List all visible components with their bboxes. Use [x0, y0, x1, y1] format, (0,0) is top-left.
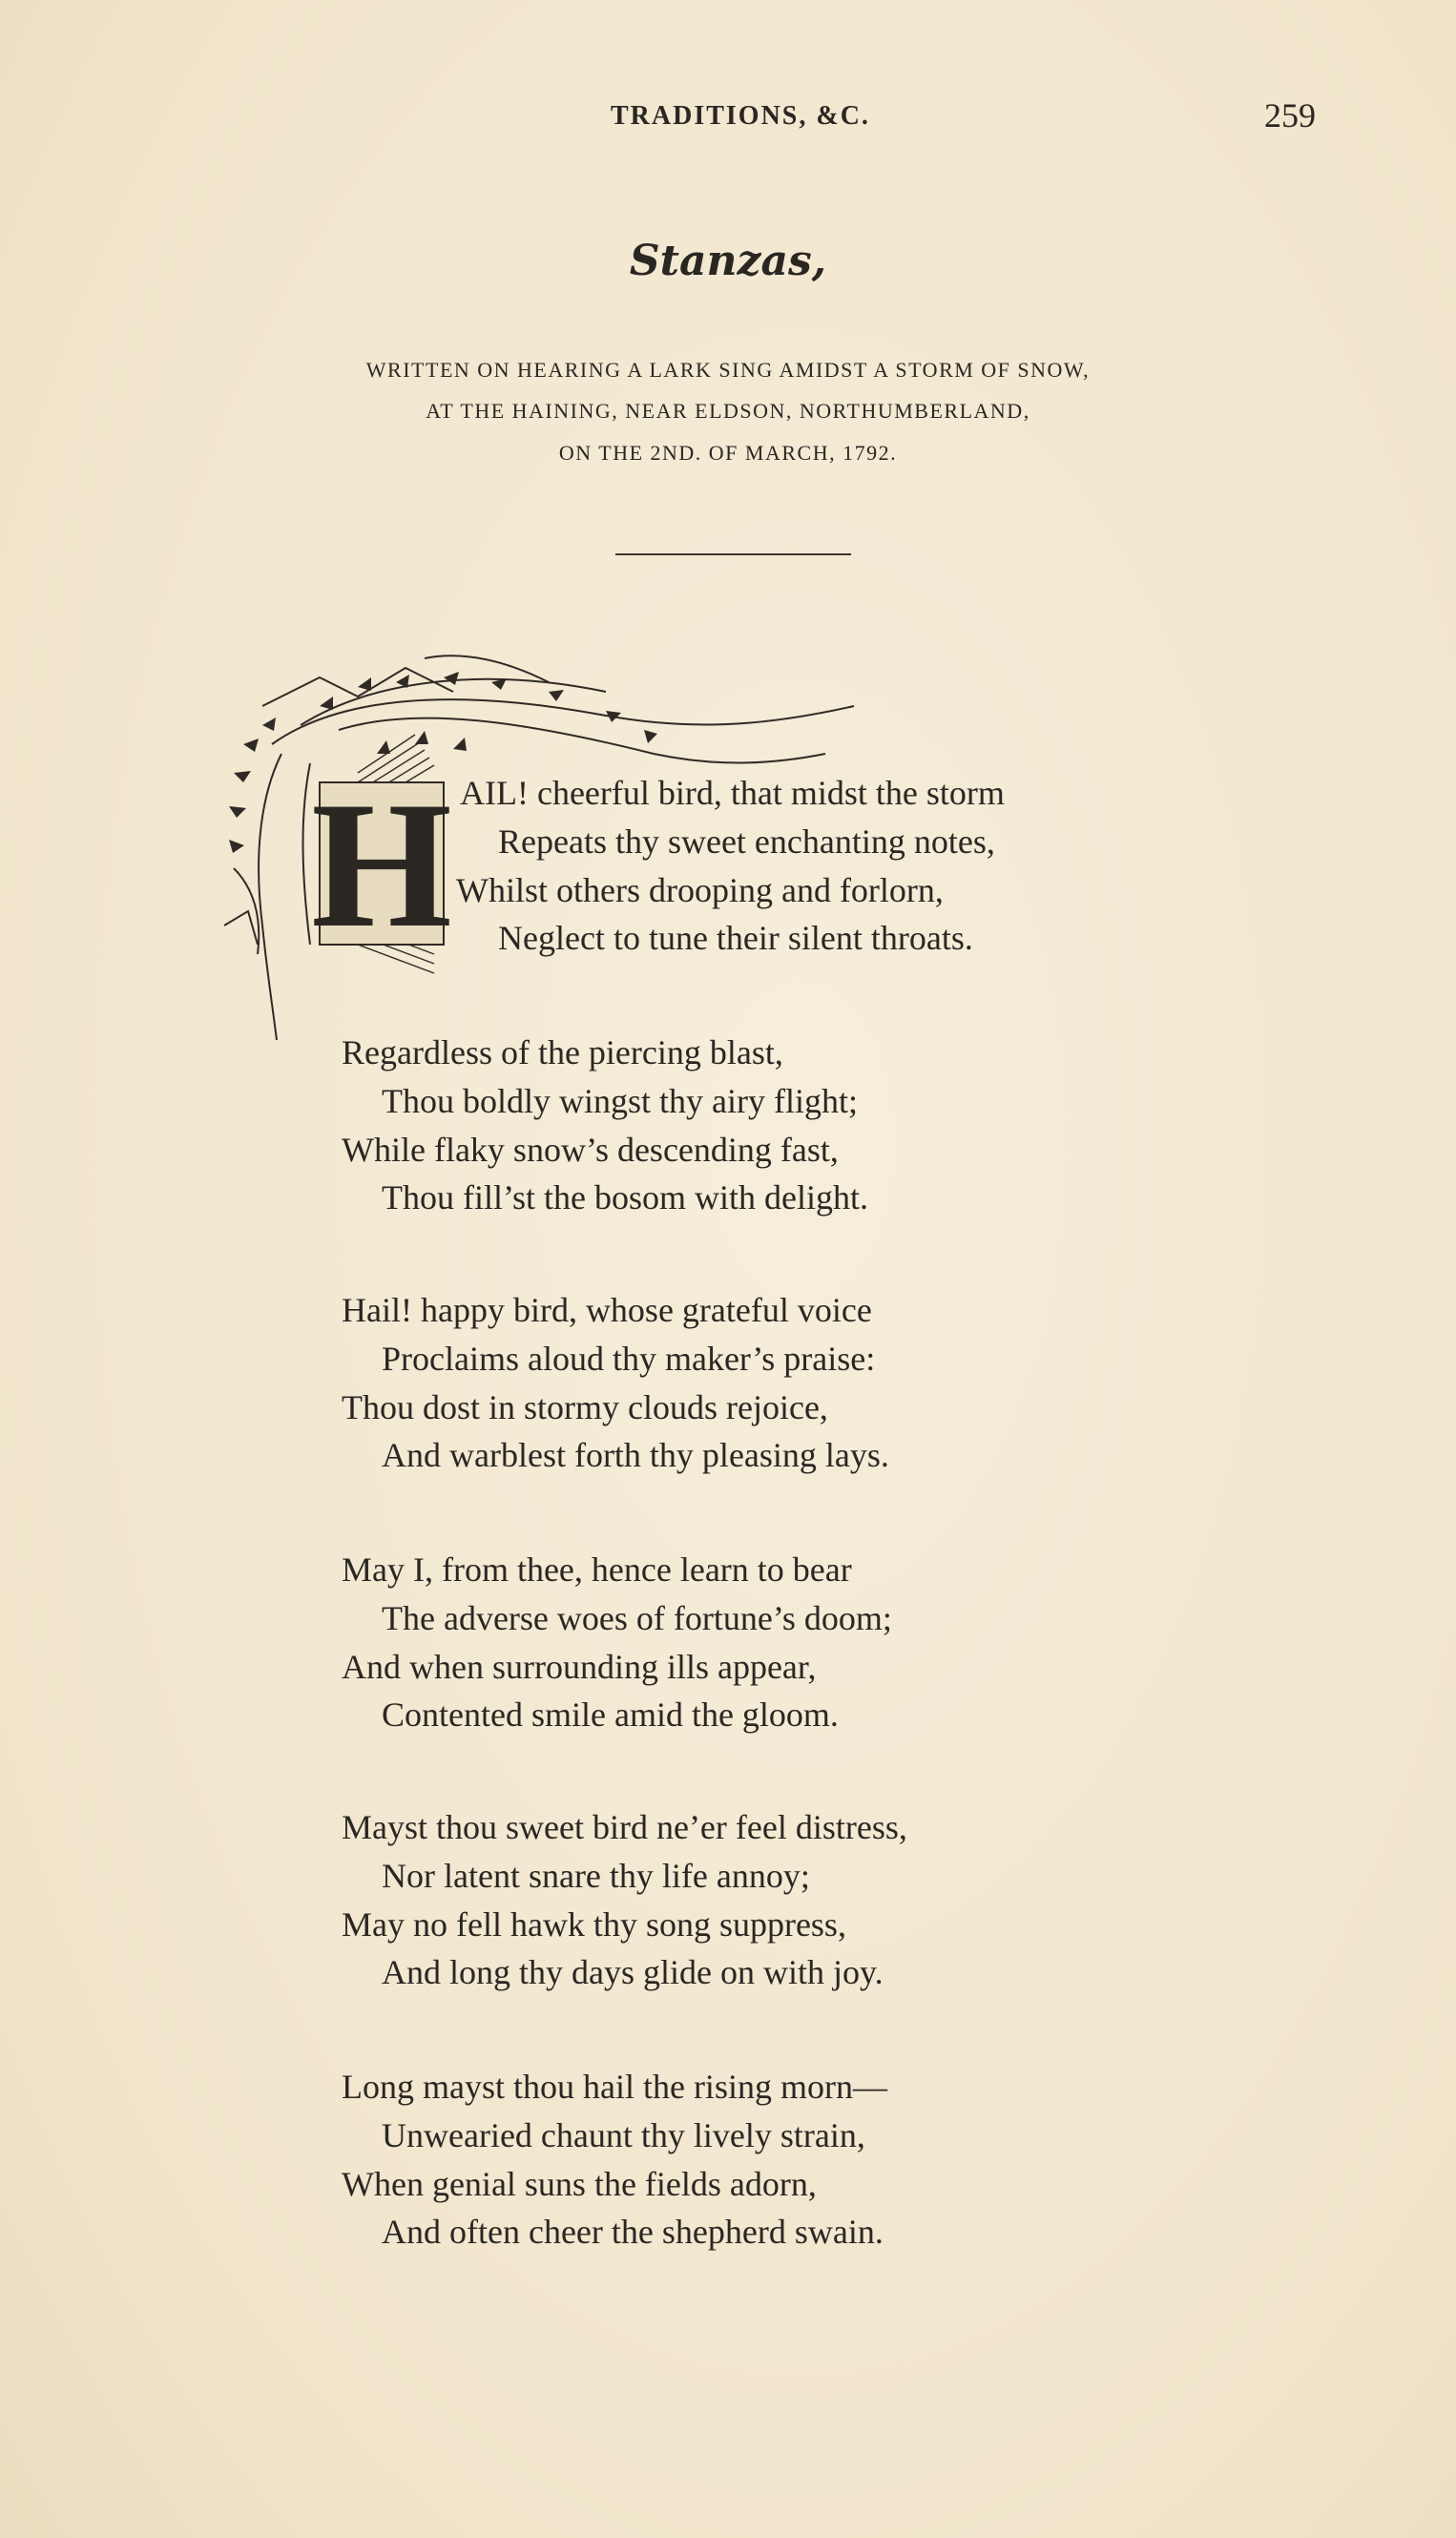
section-divider [615, 553, 851, 555]
verse-line: Regardless of the piercing blast, [342, 1033, 783, 1071]
verse-line: Nor latent snare thy life annoy; [382, 1857, 810, 1895]
verse-line: Thou boldly wingst thy airy flight; [382, 1082, 858, 1120]
verse-line: When genial suns the fields adorn, [342, 2165, 817, 2203]
verse-line: Thou fill’st the bosom with delight. [382, 1178, 868, 1217]
running-title: TRADITIONS, &C. [611, 101, 870, 131]
subtitle-line-3: ON THE 2ND. OF MARCH, 1792. [558, 441, 898, 465]
verse-line: May no fell hawk thy song suppress, [342, 1905, 846, 1944]
verse-line: Hail! happy bird, whose grateful voice [342, 1291, 872, 1329]
verse-line: And when surrounding ills appear, [342, 1648, 817, 1686]
page-number: 259 [1264, 96, 1316, 135]
running-head [0, 95, 1456, 143]
drop-cap: H [311, 765, 452, 966]
poem-title: Stanzas, [629, 237, 827, 285]
verse-line: And often cheer the shepherd swain. [382, 2213, 884, 2251]
verse-line: Whilst others drooping and forlorn, [456, 871, 944, 909]
verse-line: Contented smile amid the gloom. [382, 1695, 839, 1734]
verse-line: And long thy days glide on with joy. [382, 1953, 884, 1991]
verse-line: May I, from thee, hence learn to bear [342, 1550, 852, 1589]
verse-line: While flaky snow’s descending fast, [342, 1131, 839, 1169]
subtitle-line-2: AT THE HAINING, NEAR ELDSON, NORTHUMBERLAND, [426, 399, 1030, 423]
verse-line: Repeats thy sweet enchanting notes, [498, 822, 995, 861]
verse-line: AIL! cheerful bird, that midst the storm [460, 774, 1005, 812]
verse-line: Unwearied chaunt thy lively strain, [382, 2116, 865, 2154]
verse-line: Mayst thou sweet bird ne’er feel distress, [342, 1808, 907, 1846]
verse-line: And warblest forth thy pleasing lays. [382, 1436, 889, 1474]
verse-line: Proclaims aloud thy maker’s praise: [382, 1340, 876, 1378]
verse-line: The adverse woes of fortune’s doom; [382, 1599, 892, 1637]
subtitle-line-1: WRITTEN ON HEARING A LARK SING AMIDST A STORM OF SNOW, [365, 358, 1091, 382]
verse-line: Thou dost in stormy clouds rejoice, [342, 1388, 828, 1426]
verse-line: Neglect to tune their silent throats. [498, 919, 973, 957]
verse-line: Long mayst thou hail the rising morn— [342, 2068, 887, 2106]
